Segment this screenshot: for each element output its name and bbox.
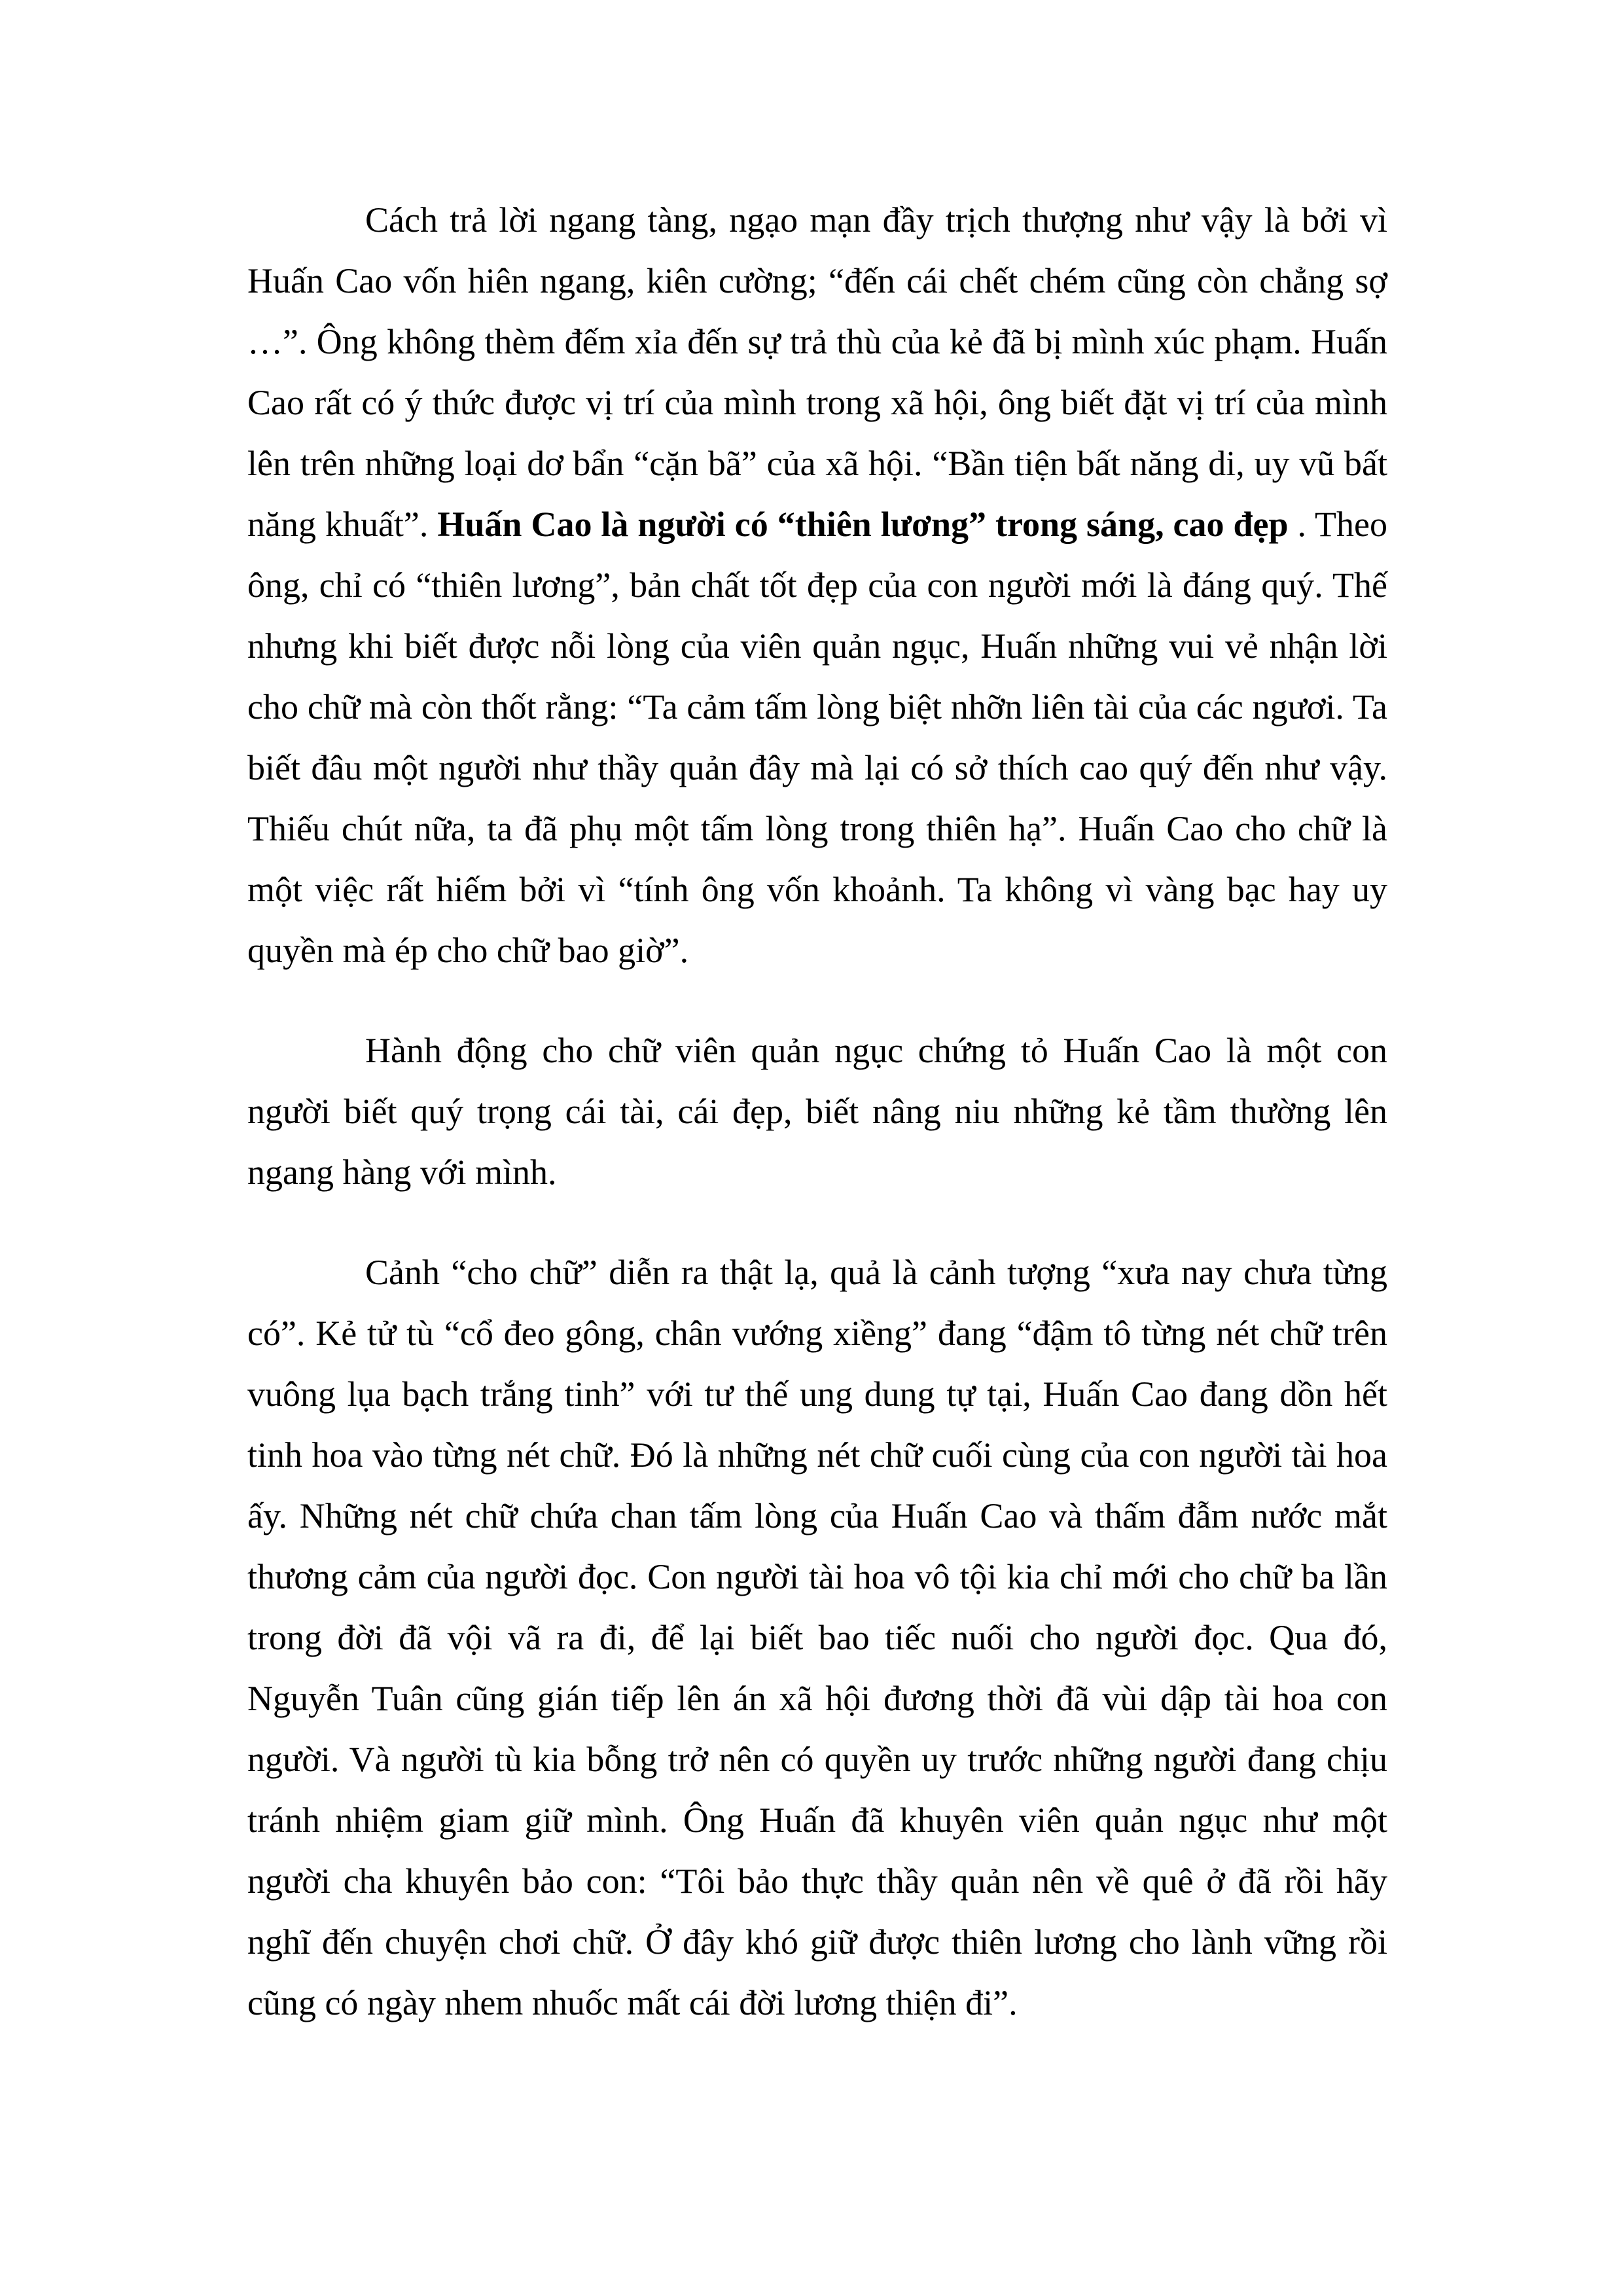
paragraph-1-text-end: . Theo ông, chỉ có “thiên lương”, bản chất tốt đẹp của con người mới là đáng quý. Thế nhưng khi biết được nỗi lòng của viên quản ngục, Huấn những vui vẻ nhận lời cho chữ mà còn thốt rằng: “Ta cảm tấm lòng biệt nhỡn liên tài của các ngươi. Ta biết đâu một người như thầy quản đây mà lại có sở thích cao quý đến như vậy. Thiếu chút nữa, ta đã phụ một tấm lòng trong thiên hạ”. Huấn Cao cho chữ là một việc rất hiếm bởi vì “tính ông vốn khoảnh. Ta không vì vàng bạc hay uy quyền mà ép cho chữ bao giờ”. bbox=[247, 505, 1387, 970]
paragraph-1-bold-phrase: Huấn Cao là người có “thiên lương” trong sáng, cao đẹp bbox=[437, 505, 1289, 544]
paragraph-1 bbox=[247, 190, 1387, 981]
paragraph-1-text-start: Cách trả lời ngang tàng, ngạo mạn đầy trịch thượng như vậy là bởi vì Huấn Cao vốn hiên ngang, kiên cường; “đến cái chết chém cũng còn chẳng sợ …”. Ông không thèm đếm xỉa đến sự trả thù của kẻ đã bị mình xúc phạm. Huấn Cao rất có ý thức được vị trí của mình trong xã hội, ông biết đặt vị trí của mình lên trên những loại dơ bẩn “cặn bã” của xã hội. “Bần tiện bất năng di, uy vũ bất năng khuất”. bbox=[247, 200, 1387, 544]
paragraph-3: Cảnh “cho chữ” diễn ra thật lạ, quả là cảnh tượng “xưa nay chưa từng có”. Kẻ tử tù “cổ đeo gông, chân vướng xiềng” đang “đậm tô từng nét chữ trên vuông lụa bạch trắng tinh” với tư thế ung dung tự tại, Huấn Cao đang dồn hết tinh hoa vào từng nét chữ. Đó là những nét chữ cuối cùng của con người tài hoa ấy. Những nét chữ chứa chan tấm lòng của Huấn Cao và thấm đẫm nước mắt thương cảm của người đọc. Con người tài hoa vô tội kia chỉ mới cho chữ ba lần trong đời đã vội vã ra đi, để lại biết bao tiếc nuối cho người đọc. Qua đó, Nguyễn Tuân cũng gián tiếp lên án xã hội đương thời đã vùi dập tài hoa con người. Và người tù kia bỗng trở nên có quyền uy trước những người đang chịu tránh nhiệm giam giữ mình. Ông Huấn đã khuyên viên quản ngục như một người cha khuyên bảo con: “Tôi bảo thực thầy quản nên về quê ở đã rồi hãy nghĩ đến chuyện chơi chữ. Ở đây khó giữ được thiên lương cho lành vững rồi cũng có ngày nhem nhuốc mất cái đời lương thiện đi”. bbox=[247, 1253, 1387, 2022]
paragraph-2: Hành động cho chữ viên quản ngục chứng tỏ Huấn Cao là một con người biết quý trọng cái tài, cái đẹp, biết nâng niu những kẻ tầm thường lên ngang hàng với mình. bbox=[247, 1031, 1387, 1192]
body-text bbox=[247, 190, 1387, 2034]
